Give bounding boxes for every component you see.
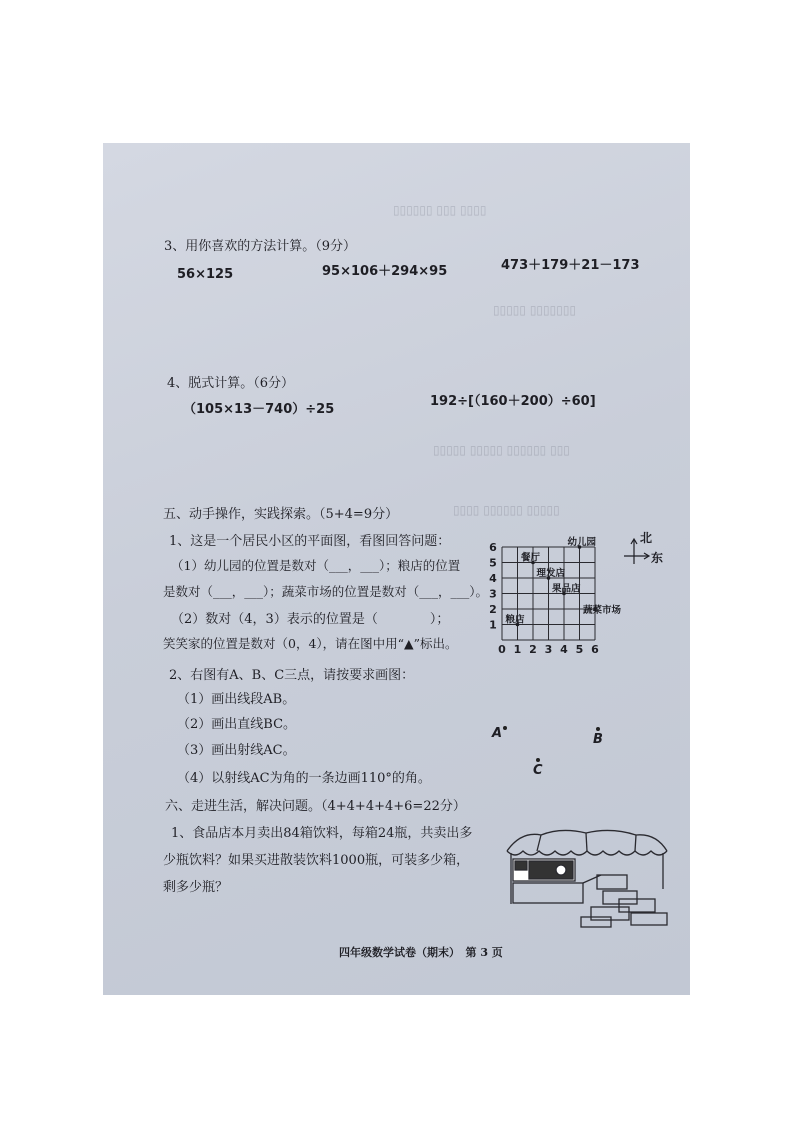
x-tick-label: 1	[513, 643, 522, 656]
place-label: 餐厅	[521, 552, 541, 564]
part6-q1-line1: 1、食品店本月卖出84箱饮料，每箱24瓶，共卖出多	[171, 826, 473, 841]
section3-problem-2: 95×106＋294×95	[322, 264, 448, 279]
place-label: 幼儿园	[567, 537, 597, 548]
x-tick-label: 3	[544, 643, 553, 656]
exam-sheet	[103, 143, 690, 995]
section4-problem-1: （105×13－740）÷25	[183, 402, 335, 417]
point-c	[536, 758, 540, 762]
point-a-label: A	[492, 726, 503, 741]
part6-q1-line2: 少瓶饮料？如果买进散装饮料1000瓶，可装多少箱，	[163, 853, 470, 868]
point-a	[503, 726, 507, 730]
x-tick-label: 0	[498, 643, 506, 656]
place-label: 果品店	[552, 583, 581, 595]
y-tick-label: 5	[489, 556, 497, 570]
part5-q2-item-3: （3）画出射线AC。	[177, 743, 296, 758]
part5-q1-intro: 1、这是一个居民小区的平面图，看图回答问题：	[169, 534, 451, 549]
compass-north-label: 北	[640, 531, 653, 545]
section4-title: 4、脱式计算。（6分）	[167, 376, 295, 391]
part5-q2-item-2: （2）画出直线BC。	[177, 717, 297, 732]
point-b	[596, 727, 600, 731]
place-label: 蔬菜市场	[583, 605, 622, 616]
bleed-through: ▯▯▯▯▯ ▯▯▯▯▯▯▯	[493, 303, 577, 317]
section3-title: 3、用你喜欢的方法计算。（9分）	[164, 239, 357, 254]
part5-title: 五、动手操作，实践探索。（5+4=9分）	[163, 507, 399, 522]
x-tick-label: 5	[575, 643, 584, 656]
compass-east-label: 东	[651, 551, 664, 565]
x-tick-label: 4	[560, 643, 568, 656]
store-illustration	[501, 829, 671, 929]
residential-grid-map	[488, 526, 688, 661]
y-tick-label: 3	[489, 587, 497, 601]
part5-q1-line1: （1）幼儿园的位置是数对（___，___）；粮店的位置	[171, 558, 461, 573]
part5-q1-line2: 是数对（___，___）；蔬菜市场的位置是数对（___，___）。	[163, 584, 489, 599]
place-label: 粮店	[505, 614, 525, 626]
y-tick-label: 6	[489, 541, 497, 554]
bleed-through: ▯▯▯▯▯▯ ▯▯▯ ▯▯▯▯	[393, 203, 487, 217]
point-c-label: C	[533, 763, 543, 778]
section3-problem-3: 473＋179＋21－173	[501, 258, 640, 273]
page-footer: 四年级数学试卷（期末） 第 3 页	[339, 946, 503, 959]
bleed-through: ▯▯▯▯▯ ▯▯▯▯▯ ▯▯▯▯▯▯ ▯▯▯	[433, 443, 570, 457]
x-tick-label: 2	[529, 643, 537, 656]
place-label: 理发店	[536, 568, 566, 579]
part5-q2-item-1: （1）画出线段AB。	[177, 692, 296, 707]
section4-problem-2: 192÷[（160＋200）÷60]	[430, 394, 596, 409]
point-b-label: B	[593, 732, 603, 747]
bleed-through: ▯▯▯▯ ▯▯▯▯▯▯ ▯▯▯▯▯	[453, 503, 560, 517]
part5-q2-intro: 2、右图有A、B、C三点，请按要求画图：	[169, 668, 415, 683]
x-tick-label: 6	[591, 643, 599, 656]
y-tick-label: 1	[489, 618, 497, 632]
part5-q1-line3: （2）数对（4，3）表示的位置是（ ）；	[171, 612, 450, 627]
y-tick-label: 4	[489, 572, 497, 585]
part6-title: 六、走进生活，解决问题。（4+4+4+4+6=22分）	[165, 799, 466, 814]
part5-q2-item-4: （4）以射线AC为角的一条边画110°的角。	[177, 771, 431, 786]
y-tick-label: 2	[489, 603, 497, 616]
section3-problem-1: 56×125	[177, 267, 234, 282]
part6-q1-line3: 剩多少瓶？	[163, 880, 229, 895]
part5-q1-line4: 笑笑家的位置是数对（0，4），请在图中用“▲”标出。	[163, 636, 458, 651]
